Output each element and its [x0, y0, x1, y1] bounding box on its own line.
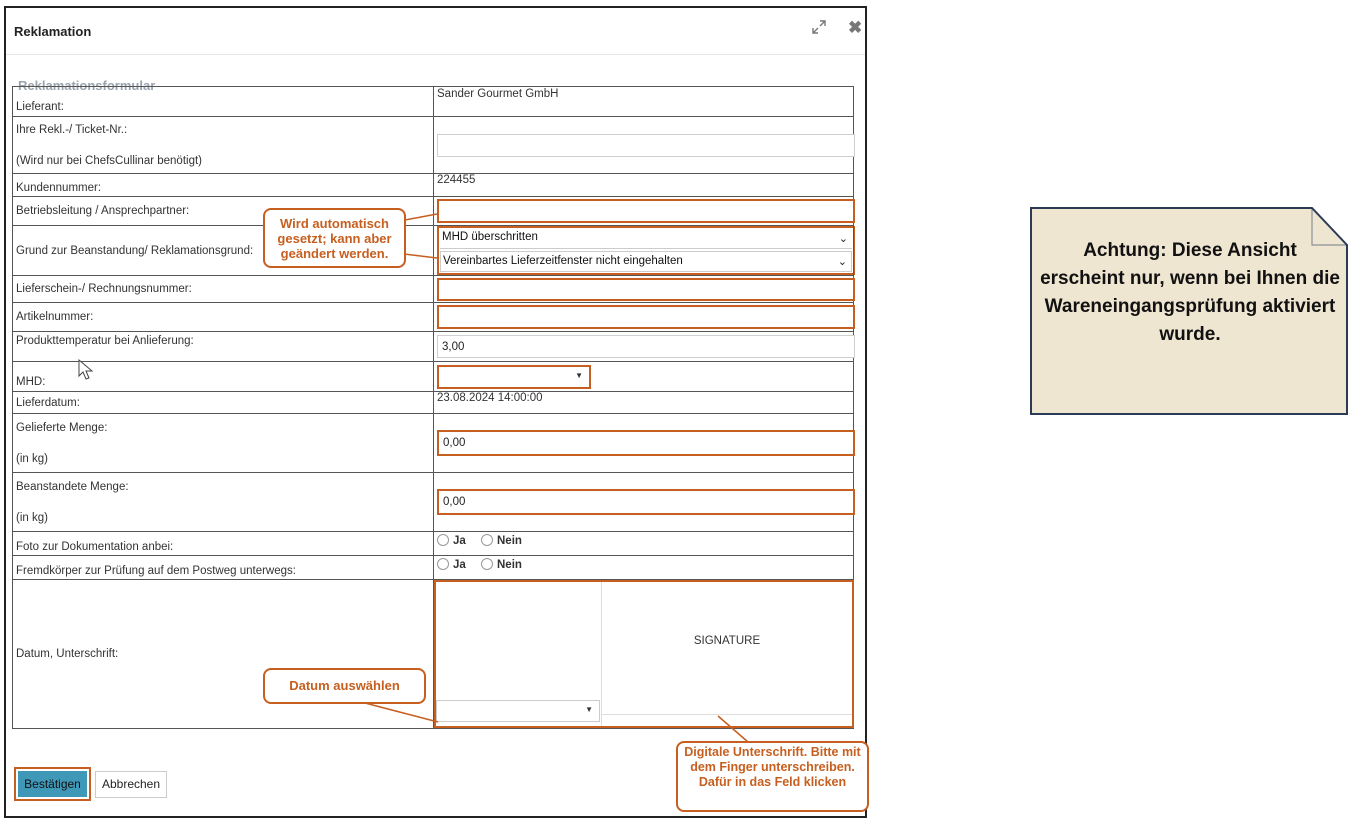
- sublabel-beanstandete-menge: (in kg): [16, 511, 48, 524]
- label-betriebsleitung: Betriebsleitung / Ansprechpartner:: [16, 205, 190, 217]
- caret-down-icon: ▼: [575, 370, 583, 380]
- label-ticket: Ihre Rekl.-/ Ticket-Nr.:: [16, 123, 128, 136]
- close-icon[interactable]: ✖: [848, 18, 863, 37]
- value-lieferdatum: 23.08.2024 14:00:00: [437, 392, 543, 404]
- grund-select-2-value: Vereinbartes Lieferzeitfenster nicht eingehalten: [443, 255, 683, 267]
- label-lieferdatum: Lieferdatum:: [16, 396, 80, 409]
- chevron-down-icon: ⌄: [838, 233, 848, 245]
- callout-signature: Digitale Unterschrift. Bitte mit dem Finger unterschreiben. Dafür in das Feld klicken: [676, 741, 869, 812]
- label-artikelnummer: Artikelnummer:: [16, 311, 94, 323]
- label-foto: Foto zur Dokumentation anbei:: [16, 541, 174, 553]
- fremdkoerper-ja-label: Ja: [453, 559, 466, 571]
- note-text: Achtung: Diese Ansicht erscheint nur, wenn bei Ihnen die Wareneingangsprüfung aktiviert wurde.: [1040, 240, 1340, 345]
- caret-down-icon: ▼: [585, 705, 593, 714]
- value-lieferant: Sander Gourmet GmbH: [437, 88, 559, 100]
- dialog-title: Reklamation: [14, 24, 92, 39]
- fremdkoerper-nein-label: Nein: [497, 559, 522, 571]
- label-grund: Grund zur Beanstandung/ Reklamationsgrund:: [16, 244, 254, 257]
- form-title: Reklamationsformular: [18, 78, 156, 93]
- callout-datum: Datum auswählen: [263, 668, 426, 704]
- confirm-label: Bestätigen: [18, 771, 87, 797]
- label-mhd: MHD:: [16, 376, 46, 388]
- chevron-down-icon: ⌄: [837, 256, 847, 268]
- callout-auto: Wird automatisch gesetzt; kann aber geändert werden.: [263, 208, 406, 268]
- foto-ja-label: Ja: [453, 535, 466, 547]
- label-gelieferte-menge: Gelieferte Menge:: [16, 421, 108, 434]
- value-kundennummer: 224455: [437, 174, 476, 186]
- label-datum-unterschrift: Datum, Unterschrift:: [16, 648, 119, 660]
- label-fremdkoerper: Fremdkörper zur Prüfung auf dem Postweg unterwegs:: [16, 565, 296, 577]
- label-beanstandete-menge: Beanstandete Menge:: [16, 480, 129, 493]
- grund-select-1-value: MHD überschritten: [442, 231, 538, 243]
- label-lieferschein: Lieferschein-/ Rechnungsnummer:: [16, 283, 192, 295]
- signature-pad[interactable]: SIGNATURE: [602, 582, 852, 715]
- cancel-button[interactable]: Abbrechen: [95, 771, 167, 798]
- label-lieferant: Lieferant:: [16, 101, 64, 113]
- sublabel-ticket: (Wird nur bei ChefsCullinar benötigt): [16, 154, 202, 167]
- sublabel-gelieferte-menge: (in kg): [16, 452, 48, 465]
- label-kundennummer: Kundennummer:: [16, 182, 102, 194]
- foto-nein-label: Nein: [497, 535, 522, 547]
- label-temperatur: Produkttemperatur bei Anlieferung:: [16, 335, 194, 347]
- info-note: [1030, 207, 1348, 415]
